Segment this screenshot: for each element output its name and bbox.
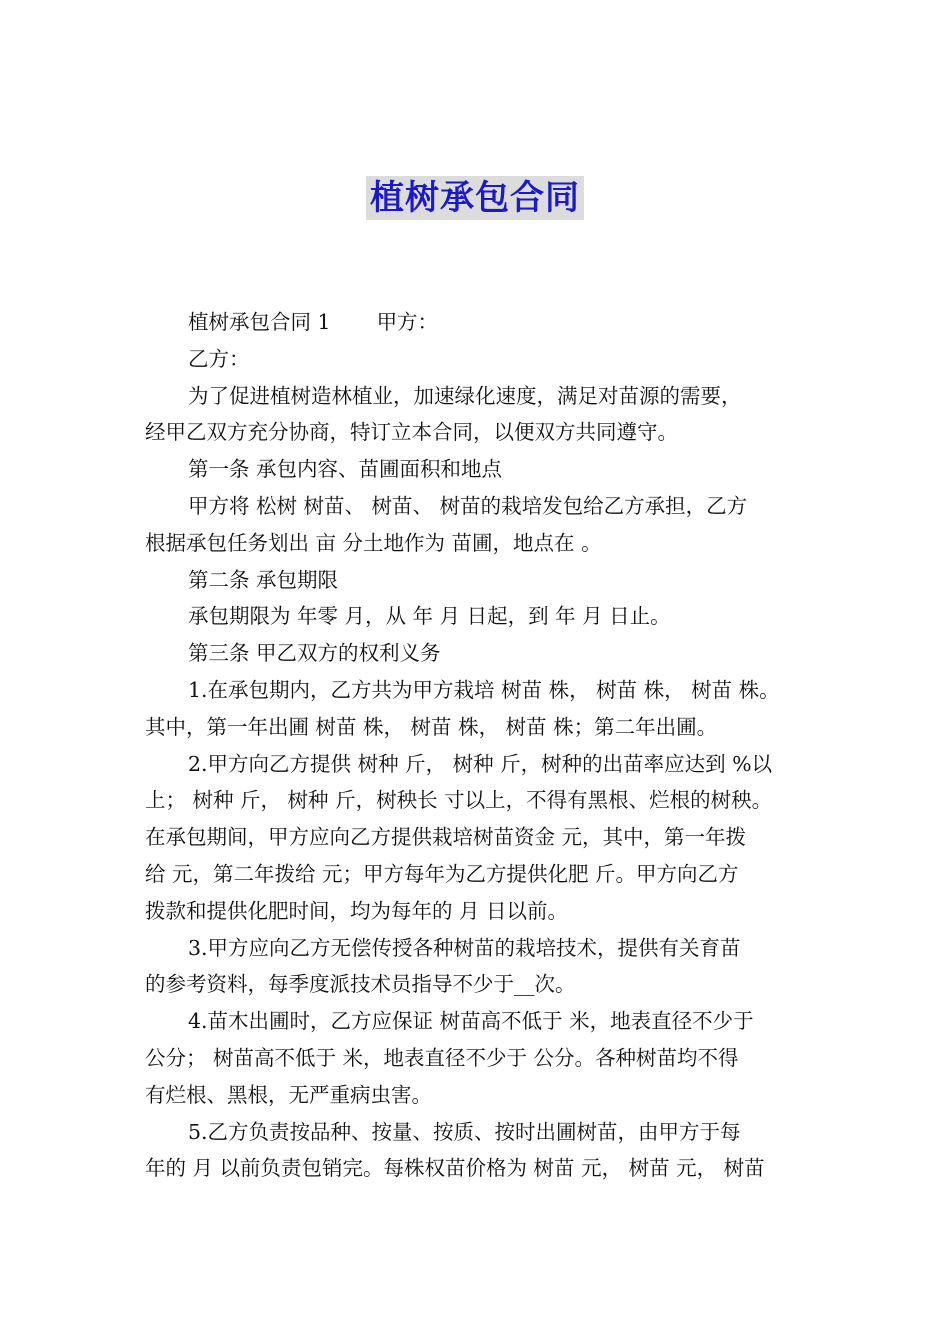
paragraph: [145, 930, 810, 1004]
paragraph-line: 的参考资料，每季度派技术员指导不少于__次。: [145, 972, 576, 997]
paragraph: [145, 341, 810, 378]
paragraph-line: 上； 树种 斤， 树种 斤，树秧长 寸以上，不得有黑根、烂根的树秧。: [145, 788, 773, 813]
paragraph-line: 1.在承包期内，乙方共为甲方栽培 树苗 株， 树苗 株， 树苗 株。: [188, 677, 780, 702]
document-body: [145, 304, 810, 1187]
contract-number: 植树承包合同 1: [188, 310, 331, 334]
paragraph-line: 在承包期间，甲方应向乙方提供栽培树苗资金 元，其中，第一年拨: [145, 825, 747, 850]
paragraph-line: 第一条 承包内容、苗圃面积和地点: [188, 457, 503, 482]
paragraph: [145, 451, 810, 488]
paragraph: [145, 1114, 810, 1188]
paragraph: [145, 598, 810, 635]
paragraph: [145, 672, 810, 746]
paragraph-line: 承包期限为 年零 月，从 年 月 日起，到 年 月 日止。: [188, 604, 671, 629]
paragraph-list: [145, 341, 810, 1187]
opening-line: [145, 304, 810, 341]
paragraph: [145, 635, 810, 672]
paragraph-line: 第二条 承包期限: [188, 567, 339, 592]
paragraph-line: 4.苗木出圃时，乙方应保证 树苗高不低于 米，地表直径不少于: [188, 1009, 754, 1034]
paragraph-line: 乙方：: [188, 346, 250, 371]
paragraph-line: 给 元，第二年拨给 元；甲方每年为乙方提供化肥 斤。甲方向乙方: [145, 861, 739, 886]
paragraph-line: 5.乙方负责按品种、按量、按质、按时出圃树苗，由甲方于每: [188, 1119, 741, 1144]
paragraph-line: 拨款和提供化肥时间，均为每年的 月 日以前。: [145, 898, 569, 923]
paragraph-line: 甲方将 松树 树苗、 树苗、 树苗的栽培发包给乙方承担，乙方: [188, 493, 748, 518]
party-a-label: 甲方：: [376, 310, 439, 334]
paragraph-line: 3.甲方应向乙方无偿传授各种树苗的栽培技术，提供有关育苗: [188, 935, 741, 960]
paragraph-line: 根据承包任务划出 亩 分土地作为 苗圃，地点在 。: [145, 530, 602, 555]
paragraph-line: 经甲乙双方充分协商，特订立本合同，以便双方共同遵守。: [145, 420, 678, 445]
document-title: 植树承包合同: [366, 176, 584, 220]
paragraph-line: 年的 月 以前负责包销完。每株权苗价格为 树苗 元， 树苗 元， 树苗: [145, 1156, 765, 1181]
title-wrap: [0, 176, 950, 220]
paragraph-line: 有烂根、黑根，无严重病虫害。: [145, 1082, 432, 1107]
paragraph: [145, 562, 810, 599]
paragraph: [145, 1003, 810, 1113]
paragraph: [145, 488, 810, 562]
paragraph: [145, 378, 810, 452]
paragraph: [145, 746, 810, 930]
paragraph-line: 2.甲方向乙方提供 树种 斤， 树种 斤，树种的出苗率应达到 %以: [188, 751, 773, 776]
paragraph-line: 第三条 甲乙双方的权利义务: [188, 641, 441, 666]
paragraph-line: 为了促进植树造林植业，加速绿化速度，满足对苗源的需要，: [188, 383, 742, 408]
paragraph-line: 其中，第一年出圃 树苗 株， 树苗 株， 树苗 株；第二年出圃。: [145, 714, 718, 739]
paragraph-line: 公分； 树苗高不低于 米，地表直径不少于 公分。各种树苗均不得: [145, 1045, 739, 1070]
